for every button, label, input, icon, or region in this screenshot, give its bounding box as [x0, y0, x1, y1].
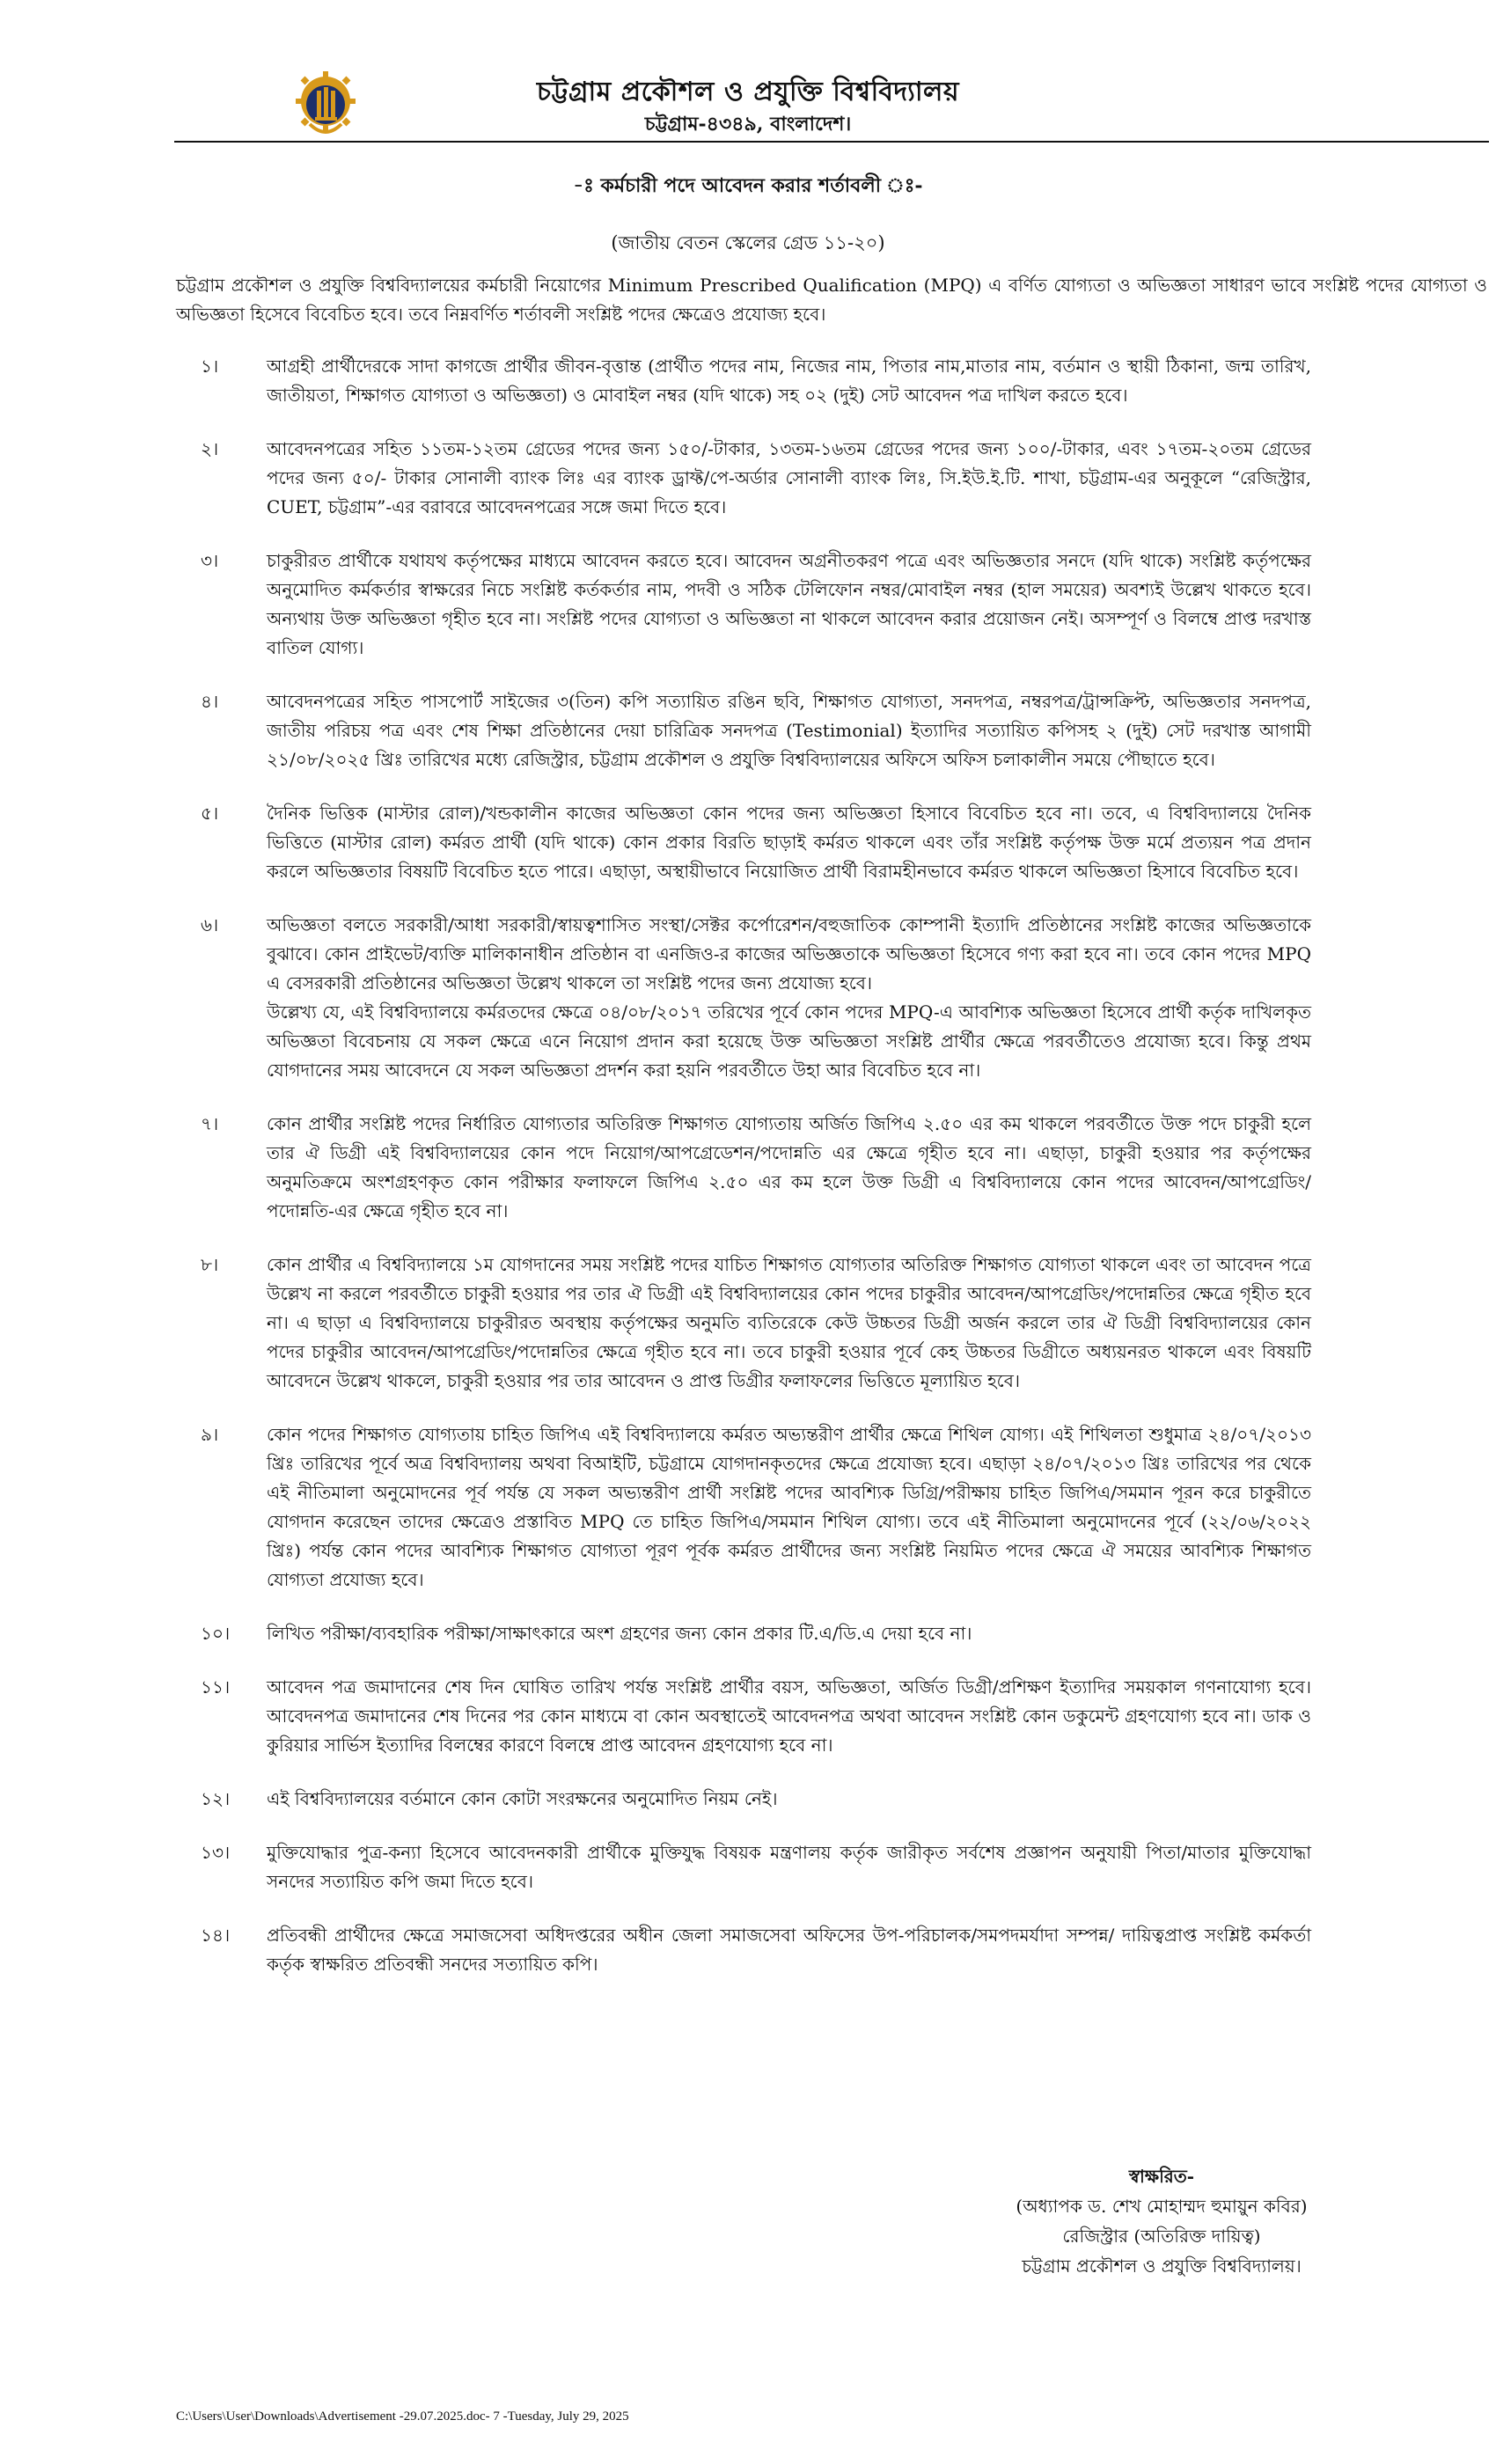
condition-item-1 — [176, 352, 1487, 410]
condition-item-10 — [176, 1619, 1487, 1648]
condition-item-8 — [176, 1250, 1487, 1396]
condition-text: কোন প্রার্থীর এ বিশ্ববিদ্যালয়ে ১ম যোগদানের সময় সংশ্লিষ্ট পদের যাচিত শিক্ষাগত যোগ্যতার অতিরিক্ত শিক্ষাগত যোগ্যতা থাকলে এবং তা আবেদন পত্রে উল্লেখ না করলে পরবর্তীতে চাকুরী হওয়ার পর তার ঐ ডিগ্রী এই বিশ্ববিদ্যালয়ের কোন পদের চাকুরীর আবেদন/আপগ্রেডিং/পদোন্নতির ক্ষেত্রে গৃহীত হবে না। এ ছাড়া এ বিশ্ববিদ্যালয়ে চাকুরীরত অবস্থায় কর্তৃপক্ষের অনুমতি ব্যতিরেকে কেউ উচ্চতর ডিগ্রী অর্জন করলে তার ঐ ডিগ্রী বিশ্ববিদ্যালয়ের কোন পদের চাকুরীর আবেদন/আপগ্রেডিং/পদোন্নতির ক্ষেত্রে গৃহীত হবে না। তবে চাকুরী হওয়ার পূর্বে কেহ উচ্চতর ডিগ্রীতে অধ্যয়নরত থাকলে এবং বিষয়টি আবেদনে উল্লেখ থাকলে, চাকুরী হওয়ার পর তার আবেদন ও প্রাপ্ত ডিগ্রীর ফলাফলের ভিত্তিতে মূল্যায়িত হবে। — [267, 1254, 1311, 1391]
condition-text: চাকুরীরত প্রার্থীকে যথাযথ কর্তৃপক্ষের মাধ্যমে আবেদন করতে হবে। আবেদন অগ্রনীতকরণ পত্রে এবং অভিজ্ঞতার সনদে (যদি থাকে) সংশ্লিষ্ট কর্তৃপক্ষের অনুমোদিত কর্মকর্তার স্বাক্ষরের নিচে সংশ্লিষ্ট কর্তকর্তার নাম, পদবী ও সঠিক টেলিফোন নম্বর/মোবাইল নম্বর (হাল সময়ের) অবশ্যই উল্লেখ থাকতে হবে। অন্যথায় উক্ত অভিজ্ঞতা গৃহীত হবে না। সংশ্লিষ্ট পদের যোগ্যতা ও অভিজ্ঞতা না থাকলে আবেদন করার প্রয়োজন নেই। অসম্পূর্ণ ও বিলম্বে প্রাপ্ত দরখাস্ত বাতিল যোগ্য। — [267, 550, 1311, 658]
condition-text: অভিজ্ঞতা বলতে সরকারী/আধা সরকারী/স্বায়ত্বশাসিত সংস্থা/সেক্টর কর্পোরেশন/বহুজাতিক কোম্পানী ইত্যাদি প্রতিষ্ঠানের সংশ্লিষ্ট কাজের অভিজ্ঞতাকে বুঝাবে। কোন প্রাইভেট/ব্যক্তি মালিকানাধীন প্রতিষ্ঠান বা এনজিও-র কাজের অভিজ্ঞতাকে অভিজ্ঞতা হিসেবে গণ্য করা হবে না। তবে কোন পদের MPQ এ বেসরকারী প্রতিষ্ঠানের অভিজ্ঞতা উল্লেখ থাকলে তা সংশ্লিষ্ট পদের জন্য প্রযোজ্য হবে। — [267, 914, 1311, 994]
condition-number: ৭। — [201, 1113, 219, 1134]
condition-text: আবেদন পত্র জমাদানের শেষ দিন ঘোষিত তারিখ পর্যন্ত সংশ্লিষ্ট প্রার্থীর বয়স, অভিজ্ঞতা, অর্জিত ডিগ্রী/প্রশিক্ষণ ইত্যাদির সময়কাল গণনাযোগ্য হবে। আবেদনপত্র জমাদানের শেষ দিনের পর কোন মাধ্যমে বা কোন অবস্থাতেই আবেদনপত্র অথবা আবেদন সংশ্লিষ্ট কোন ডকুমেন্ট গ্রহণযোগ্য হবে না। ডাক ও কুরিয়ার সার্ভিস ইত্যাদির বিলম্বের কারণে বিলম্বে প্রাপ্ত আবেদন গ্রহণযোগ্য হবে না। — [267, 1676, 1311, 1756]
condition-item-13 — [176, 1838, 1487, 1896]
condition-item-12 — [176, 1785, 1487, 1814]
condition-text: কোন প্রার্থীর সংশ্লিষ্ট পদের নির্ধারিত যোগ্যতার অতিরিক্ত শিক্ষাগত যোগ্যতায় অর্জিত জিপিএ ২.৫০ এর কম থাকলে পরবর্তীতে উক্ত পদে চাকুরী হলে তার ঐ ডিগ্রী এই বিশ্ববিদ্যালয়ের কোন পদে নিয়োগ/আপগ্রেডেশন/পদোন্নতি এর ক্ষেত্রে গৃহীত হবে না। এছাড়া, চাকুরী হওয়ার পর কর্তৃপক্ষের অনুমতিক্রমে অংশগ্রহণকৃত কোন পরীক্ষার ফলাফলে জিপিএ ২.৫০ এর কম হলে উক্ত ডিগ্রী এ বিশ্ববিদ্যালয়ে কোন পদের আবেদন/আপগ্রেডিং/পদোন্নতি-এর ক্ষেত্রে গৃহীত হবে না। — [267, 1113, 1311, 1221]
condition-number: ১২। — [201, 1788, 231, 1809]
condition-number: ১৪। — [201, 1925, 231, 1946]
condition-item-3 — [176, 546, 1487, 663]
condition-number: ২। — [201, 438, 219, 459]
university-name: চট্টগ্রাম প্রকৌশল ও প্রযুক্তি বিশ্ববিদ্যালয় — [536, 77, 960, 107]
condition-number: ৩। — [201, 550, 219, 571]
notice-intro: চট্টগ্রাম প্রকৌশল ও প্রযুক্তি বিশ্ববিদ্যালয়ের কর্মচারী নিয়োগের Minimum Prescribed Qualification (MPQ) এ বর্ণিত যোগ্যতা ও অভিজ্ঞতা সাধারণ ভাবে সংশ্লিষ্ট পদের যোগ্যতা ও অভিজ্ঞতা হিসেবে বিবেচিত হবে। তবে নিম্নবর্ণিত শর্তাবলী সংশ্লিষ্ট পদের ক্ষেত্রেও প্রযোজ্য হবে। — [176, 275, 1487, 325]
condition-text: আগ্রহী প্রার্থীদেরকে সাদা কাগজে প্রার্থীর জীবন-বৃত্তান্ত (প্রার্থীত পদের নাম, নিজের নাম, পিতার নাম,মাতার নাম, বর্তমান ও স্থায়ী ঠিকানা, জন্ম তারিখ, জাতীয়তা, শিক্ষাগত যোগ্যতা ও অভিজ্ঞতা) ও মোবাইল নম্বর (যদি থাকে) সহ ০২ (দুই) সেট আবেদন পত্র দাখিল করতে হবে। — [267, 356, 1311, 406]
header-divider — [174, 141, 1489, 143]
notice-title: -ঃ কর্মচারী পদে আবেদন করার শর্তাবলী ঃ- — [573, 174, 923, 197]
conditions-list — [176, 352, 1487, 2004]
condition-item-5 — [176, 799, 1487, 886]
condition-text: কোন পদের শিক্ষাগত যোগ্যতায় চাহিত জিপিএ এই বিশ্ববিদ্যালয়ে কর্মরত অভ্যন্তরীণ প্রার্থীর ক্ষেত্রে শিথিল যোগ্য। এই শিথিলতা শুধুমাত্র ২৪/০৭/২০১৩ খ্রিঃ তারিখের পূর্বে অত্র বিশ্ববিদ্যালয় অথবা বিআইটি, চট্টগ্রামে যোগদানকৃতদের ক্ষেত্রে প্রযোজ্য হবে। এছাড়া ২৪/০৭/২০১৩ খ্রিঃ তারিখের পর থেকে এই নীতিমালা অনুমোদনের পূর্ব পর্যন্ত যে সকল অভ্যন্তরীণ প্রার্থী সংশ্লিষ্ট পদের আবশ্যিক ডিগ্রি/পরীক্ষায় চাহিত জিপিএ/সমমান পূরন করে চাকুরীতে যোগদান করেছেন তাদের ক্ষেত্রেও প্রস্তাবিত MPQ তে চাহিত জিপিএ/সমমান শিথিল যোগ্য। তবে এই নীতিমালা অনুমোদনের পূর্বে (২২/০৬/২০২২ খ্রিঃ) পর্যন্ত কোন পদের আবশ্যিক শিক্ষাগত যোগ্যতা পূরণ পূর্বক কর্মরত প্রার্থীদের জন্য সংশ্লিষ্ট নিয়মিত পদের ক্ষেত্রে ঐ সময়ের আবশ্যিক শিক্ষাগত যোগ্যতা প্রযোজ্য হবে। — [267, 1424, 1311, 1590]
university-address: চট্টগ্রাম-৪৩৪৯, বাংলাদেশ। — [644, 113, 852, 136]
condition-item-9 — [176, 1420, 1487, 1595]
condition-text: প্রতিবন্ধী প্রার্থীদের ক্ষেত্রে সমাজসেবা অধিদপ্তরের অধীন জেলা সমাজসেবা অফিসের উপ-পরিচালক/সমপদমর্যাদা সম্পন্ন/ দায়িত্বপ্রাপ্ত সংশ্লিষ্ট কর্মকর্তা কর্তৃক স্বাক্ষরিত প্রতিবন্ধী সনদের সত্যায়িত কপি। — [267, 1925, 1311, 1975]
condition-text: লিখিত পরীক্ষা/ব্যবহারিক পরীক্ষা/সাক্ষাৎকারে অংশ গ্রহণের জন্য কোন প্রকার টি.এ/ডি.এ দেয়া হবে না। — [267, 1623, 972, 1644]
condition-number: ৪। — [201, 691, 219, 712]
condition-number: ৬। — [201, 914, 219, 935]
condition-item-7 — [176, 1110, 1487, 1226]
condition-text: দৈনিক ভিত্তিক (মাস্টার রোল)/খন্ডকালীন কাজের অভিজ্ঞতা কোন পদের জন্য অভিজ্ঞতা হিসাবে বিবেচিত হবে না। তবে, এ বিশ্ববিদ্যালয়ে দৈনিক ভিত্তিতে (মাস্টার রোল) কর্মরত প্রার্থী (যদি থাকে) কোন প্রকার বিরতি ছাড়াই কর্মরত থাকলে এবং তাঁর সংশ্লিষ্ট কর্তৃপক্ষ উক্ত মর্মে প্রত্যয়ন পত্র প্রদান করলে অভিজ্ঞতার বিষয়টি বিবেচিত হতে পারে। এছাড়া, অস্থায়ীভাবে নিয়োজিত প্রার্থী বিরামহীনভাবে কর্মরত থাকলে অভিজ্ঞতা হিসাবে বিবেচিত হবে। — [267, 803, 1311, 882]
condition-text: আবেদনপত্রের সহিত পাসপোর্ট সাইজের ৩(তিন) কপি সত্যায়িত রঙিন ছবি, শিক্ষাগত যোগ্যতা, সনদপত্র, নম্বরপত্র/ট্রান্সক্রিপ্ট, অভিজ্ঞতার সনদপত্র, জাতীয় পরিচয় পত্র এবং শেষ শিক্ষা প্রতিষ্ঠানের দেয়া চারিত্রিক সনদপত্র (Testimonial) ইত্যাদির সত্যায়িত কপিসহ ২ (দুই) সেট দরখাস্ত আগামী ২১/০৮/২০২৫ খ্রিঃ তারিখের মধ্যে রেজিস্ট্রার, চট্টগ্রাম প্রকৌশল ও প্রযুক্তি বিশ্ববিদ্যালয়ের অফিসে অফিস চলাকালীন সময়ে পৌছাতে হবে। — [267, 691, 1311, 770]
condition-text: মুক্তিযোদ্ধার পুত্র-কন্যা হিসেবে আবেদনকারী প্রার্থীকে মুক্তিযুদ্ধ বিষয়ক মন্ত্রণালয় কর্তৃক জারীকৃত সর্বশেষ প্রজ্ঞাপন অনুযায়ী পিতা/মাতার মুক্তিযোদ্ধা সনদের সত্যায়িত কপি জমা দিতে হবে। — [267, 1842, 1311, 1892]
condition-item-2 — [176, 435, 1487, 522]
condition-number: ৮। — [201, 1254, 219, 1275]
condition-number: ৯। — [201, 1424, 219, 1445]
condition-number: ১১। — [201, 1676, 231, 1698]
signatory-name: (অধ্যাপক ড. শেখ মোহাম্মদ হুমায়ুন কবির) — [1016, 2196, 1308, 2217]
condition-item-4 — [176, 687, 1487, 774]
condition-number: ৫। — [201, 803, 219, 824]
condition-item-11 — [176, 1673, 1487, 1760]
notice-subtitle: (জাতীয় বেতন স্কেলের গ্রেড ১১-২০) — [611, 232, 885, 253]
condition-item-14 — [176, 1921, 1487, 1979]
condition-text: এই বিশ্ববিদ্যালয়ের বর্তমানে কোন কোটা সংরক্ষনের অনুমোদিত নিয়ম নেই। — [267, 1788, 778, 1809]
signature-block — [942, 2161, 1382, 2281]
condition-item-6 — [176, 911, 1487, 1085]
document-footer-path: C:\Users\User\Downloads\Advertisement -29.07.2025.doc- 7 -Tuesday, July 29, 2025 — [176, 2409, 629, 2424]
condition-text-note: উল্লেখ্য যে, এই বিশ্ববিদ্যালয়ে কর্মরতদের ক্ষেত্রে ০৪/০৮/২০১৭ তরিখের পূর্বে কোন পদের MPQ-এ আবশ্যিক অভিজ্ঞতা হিসেবে প্রার্থী কর্তৃক দাখিলকৃত অভিজ্ঞতা বিবেচনায় যে সকল ক্ষেত্রে এনে নিয়োগ প্রদান করা হয়েছে উক্ত অভিজ্ঞতা সংশ্লিষ্ট প্রার্থীর ক্ষেত্রে পরবর্তীতেও প্রযোজ্য হবে। কিন্তু প্রথম যোগদানের সময় আবেদনে যে সকল অভিজ্ঞতা প্রদর্শন করা হয়নি পরবর্তীতে উহা আর বিবেচিত হবে না। — [267, 1001, 1311, 1081]
signatory-institution: চট্টগ্রাম প্রকৌশল ও প্রযুক্তি বিশ্ববিদ্যালয়। — [1022, 2255, 1302, 2277]
condition-number: ১৩। — [201, 1842, 231, 1863]
condition-text: আবেদনপত্রের সহিত ১১তম-১২তম গ্রেডের পদের জন্য ১৫০/-টাকার, ১৩তম-১৬তম গ্রেডের পদের জন্য ১০০/-টাকার, এবং ১৭তম-২০তম গ্রেডের পদের জন্য ৫০/- টাকার সোনালী ব্যাংক লিঃ এর ব্যাংক ড্রাফ্ট/পে-অর্ডার সোনালী ব্যাংক লিঃ, সি.ইউ.ই.টি. শাখা, চট্টগ্রাম-এর অনুকূলে “রেজিস্ট্রার, CUET, চট্টগ্রাম”-এর বরাবরে আবেদনপত্রের সঙ্গে জমা দিতে হবে। — [267, 438, 1311, 517]
signature-heading: স্বাক্ষরিত- — [1128, 2166, 1195, 2187]
signatory-designation: রেজিস্ট্রার (অতিরিক্ত দায়িত্ব) — [1062, 2226, 1261, 2247]
condition-number: ১০। — [201, 1623, 231, 1644]
condition-number: ১। — [201, 356, 219, 377]
